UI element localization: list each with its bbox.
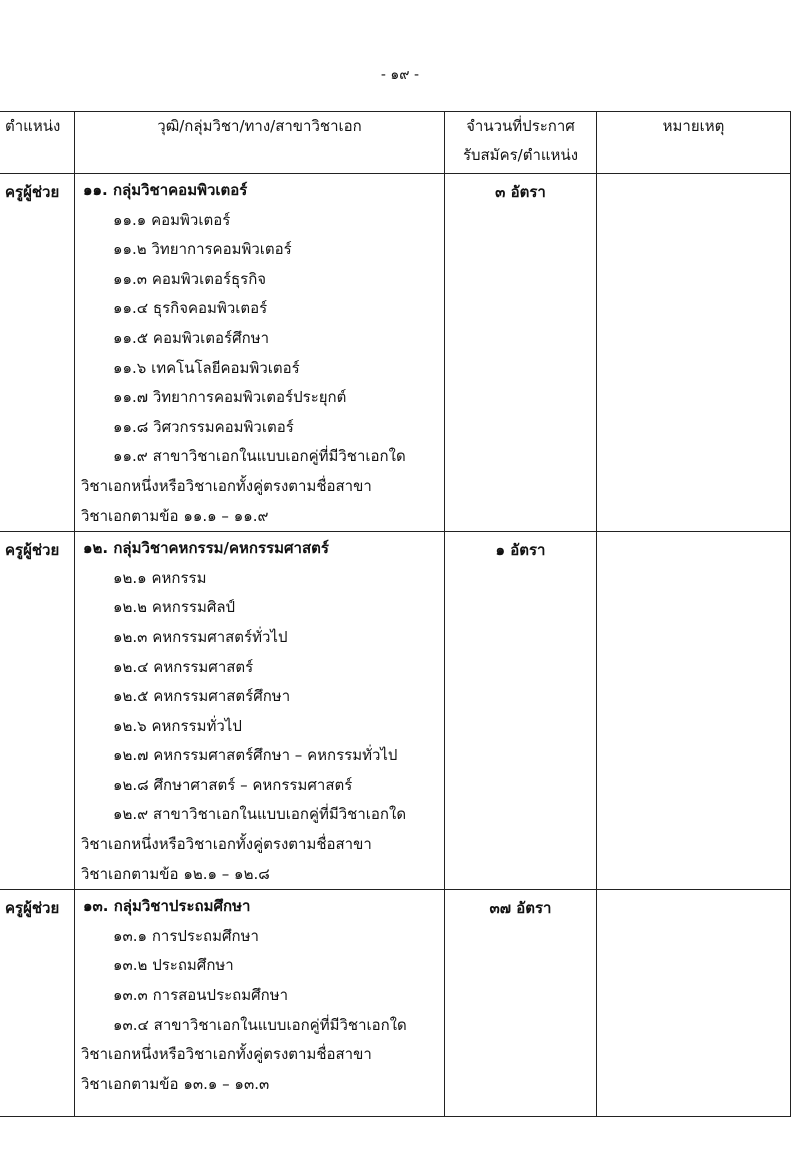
list-item: ๑๒.๕ คหกรรมศาสตร์ศึกษา bbox=[113, 687, 291, 706]
table-row bbox=[0, 890, 791, 1117]
table-row bbox=[0, 532, 791, 890]
list-item: ๑๒.๙ สาขาวิชาเอกในแบบเอกคู่ที่มีวิชาเอกใด bbox=[113, 805, 407, 824]
header-position: ตำแหน่ง bbox=[0, 112, 75, 174]
remarks-cell bbox=[597, 174, 791, 532]
count-cell: ๓๗ อัตรา bbox=[445, 890, 597, 1117]
list-item-continued: วิชาเอกหนึ่งหรือวิชาเอกทั้งคู่ตรงตามชื่อสาขา bbox=[81, 476, 372, 495]
list-item: ๑๒.๑ คหกรรม bbox=[113, 568, 207, 587]
group-title: ๑๑. กลุ่มวิชาคอมพิวเตอร์ bbox=[83, 181, 248, 199]
list-item-continued: วิชาเอกตามข้อ ๑๑.๑ – ๑๑.๙ bbox=[81, 506, 269, 525]
list-item-continued: วิชาเอกตามข้อ ๑๓.๑ – ๑๓.๓ bbox=[81, 1074, 270, 1093]
position-cell: ครูผู้ช่วย bbox=[0, 532, 75, 890]
count-cell: ๓ อัตรา bbox=[445, 174, 597, 532]
list-item: ๑๓.๔ สาขาวิชาเอกในแบบเอกคู่ที่มีวิชาเอกใด bbox=[113, 1015, 407, 1034]
header-qualification: วุฒิ/กลุ่มวิชา/ทาง/สาขาวิชาเอก bbox=[75, 112, 445, 174]
list-item: ๑๑.๑ คอมพิวเตอร์ bbox=[113, 210, 231, 229]
vacancy-table bbox=[0, 111, 791, 1117]
header-row bbox=[0, 112, 791, 174]
list-item: ๑๒.๒ คหกรรมศิลป์ bbox=[113, 598, 236, 617]
header-remarks: หมายเหตุ bbox=[597, 112, 791, 174]
qualification-cell bbox=[75, 532, 445, 890]
remarks-cell bbox=[597, 532, 791, 890]
table-row bbox=[0, 174, 791, 532]
group-title: ๑๒. กลุ่มวิชาคหกรรม/คหกรรมศาสตร์ bbox=[83, 539, 329, 558]
list-item: ๑๒.๓ คหกรรมศาสตร์ทั่วไป bbox=[113, 627, 288, 646]
list-item: ๑๑.๕ คอมพิวเตอร์ศึกษา bbox=[113, 328, 270, 347]
qualification-cell bbox=[75, 174, 445, 532]
list-item: ๑๓.๑ การประถมศึกษา bbox=[113, 926, 259, 945]
header-count bbox=[445, 112, 597, 174]
list-item-continued: วิชาเอกหนึ่งหรือวิชาเอกทั้งคู่ตรงตามชื่อสาขา bbox=[81, 1045, 372, 1064]
list-item: ๑๑.๗ วิทยาการคอมพิวเตอร์ประยุกต์ bbox=[113, 388, 347, 407]
list-item: ๑๑.๖ เทคโนโลยีคอมพิวเตอร์ bbox=[113, 358, 300, 377]
count-cell: ๑ อัตรา bbox=[445, 532, 597, 890]
list-item: ๑๑.๙ สาขาวิชาเอกในแบบเอกคู่ที่มีวิชาเอกใด bbox=[113, 447, 406, 466]
list-item: ๑๑.๒ วิทยาการคอมพิวเตอร์ bbox=[113, 240, 292, 259]
list-item: ๑๒.๔ คหกรรมศาสตร์ bbox=[113, 657, 254, 676]
list-item: ๑๓.๒ ประถมศึกษา bbox=[113, 956, 234, 975]
group-title: ๑๓. กลุ่มวิชาประถมศึกษา bbox=[83, 897, 251, 916]
list-item: ๑๓.๓ การสอนประถมศึกษา bbox=[113, 986, 289, 1005]
list-item-continued: วิชาเอกหนึ่งหรือวิชาเอกทั้งคู่ตรงตามชื่อสาขา bbox=[81, 835, 372, 854]
position-cell: ครูผู้ช่วย bbox=[0, 890, 75, 1117]
page-number: - ๑๙ - bbox=[380, 67, 420, 83]
list-item: ๑๒.๖ คหกรรมทั่วไป bbox=[113, 716, 242, 735]
qualification-cell bbox=[75, 890, 445, 1117]
header-count-line2: รับสมัคร/ตำแหน่ง bbox=[462, 146, 579, 164]
header-count-line1: จำนวนที่ประกาศ bbox=[466, 117, 575, 135]
list-item: ๑๑.๓ คอมพิวเตอร์ธุรกิจ bbox=[113, 269, 267, 288]
list-item: ๑๑.๔ ธุรกิจคอมพิวเตอร์ bbox=[113, 299, 268, 318]
list-item: ๑๑.๘ วิศวกรรมคอมพิวเตอร์ bbox=[113, 417, 294, 436]
list-item-continued: วิชาเอกตามข้อ ๑๒.๑ – ๑๒.๘ bbox=[81, 864, 270, 883]
list-item: ๑๒.๗ คหกรรมศาสตร์ศึกษา – คหกรรมทั่วไป bbox=[113, 746, 398, 765]
position-cell: ครูผู้ช่วย bbox=[0, 174, 75, 532]
list-item: ๑๒.๘ ศึกษาศาสตร์ – คหกรรมศาสตร์ bbox=[113, 775, 353, 794]
remarks-cell bbox=[597, 890, 791, 1117]
